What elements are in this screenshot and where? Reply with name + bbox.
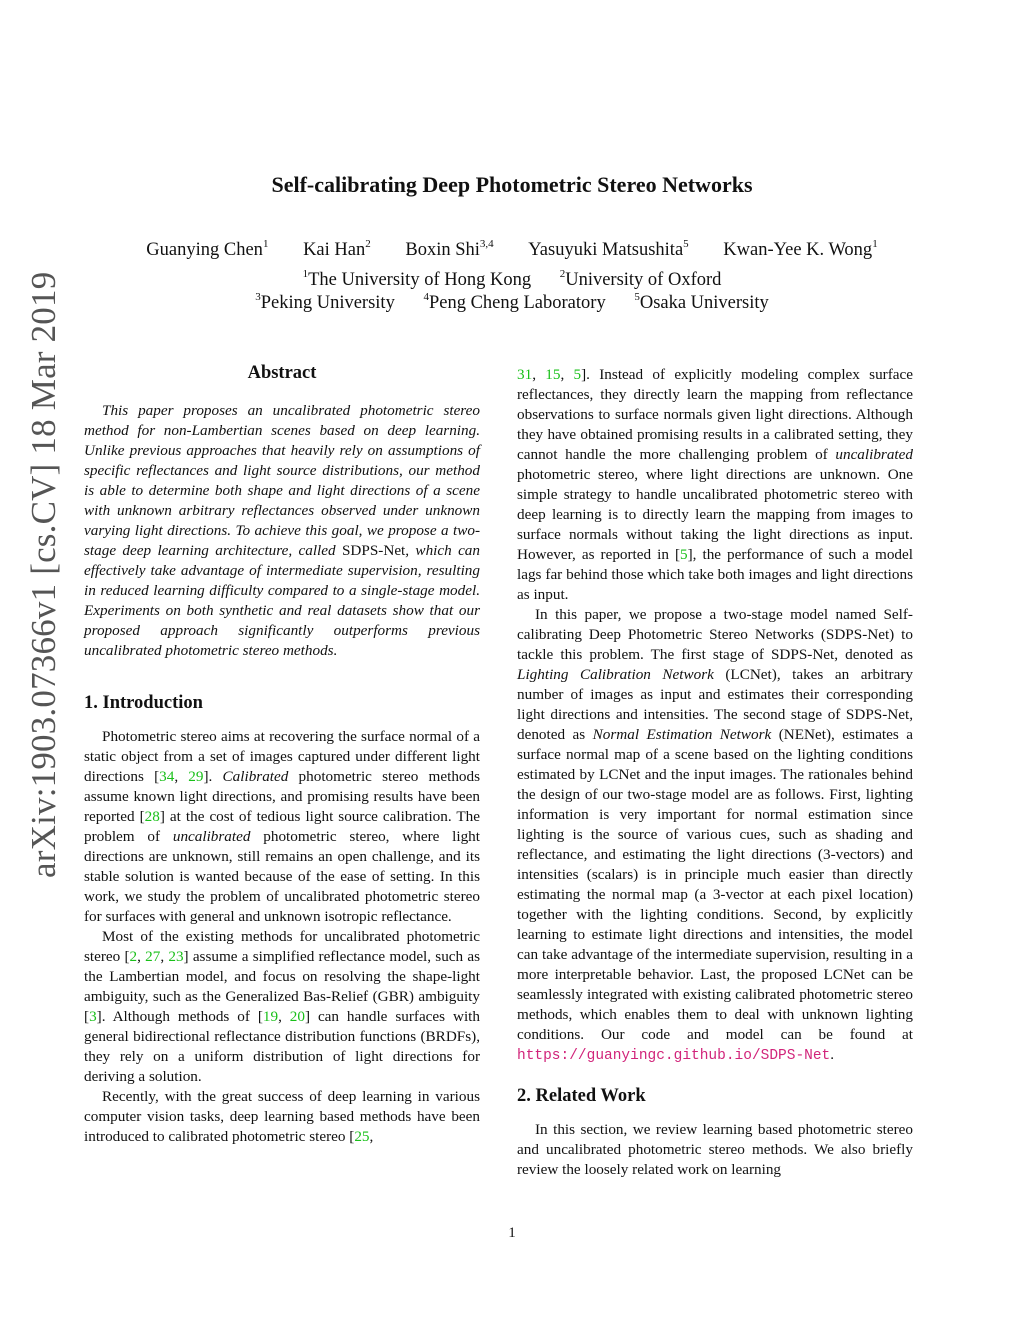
affiliation: $^3$Peking University <box>255 291 395 313</box>
citation-link[interactable]: 5 <box>573 366 582 383</box>
citation-link[interactable]: 28 <box>144 808 160 825</box>
author: Guanying Chen$^1$ <box>146 238 269 260</box>
citation-link[interactable]: 29 <box>188 768 204 785</box>
citation-link[interactable]: 19 <box>262 1008 279 1025</box>
related-work-paragraph-1: In this section, we review learning based photometric stereo and uncalibrated photometric stereo methods. We also briefly review the loosely related work on learning <box>517 1121 913 1178</box>
author: Kai Han$^2$ <box>303 238 371 260</box>
abstract-text: This paper proposes an uncalibrated photometric stereo method for non-Lambertian scenes based on deep learning. Unlike previous approaches that heavily rely on assumptions of specific reflectances and light source distributions, our method is able to determine both shape and light directions of a scene with unknown arbitrary reflectances observed under unknown varying light directions. To achieve this goal, we propose a two-stage deep learning architecture, called SDPS-Net, which can effectively take advantage of intermediate supervision, resulting in reduced learning difficulty compared to a single-stage model. Experiments on both synthetic and real datasets show that our proposed approach significantly outperforms previous uncalibrated photometric stereo methods. <box>84 402 480 659</box>
affiliation: $^1$The University of Hong Kong <box>302 268 532 290</box>
affiliation: $^2$University of Oxford <box>559 268 722 290</box>
abstract-heading: Abstract <box>247 363 317 383</box>
affiliation: $^4$Peng Cheng Laboratory <box>423 291 606 313</box>
citation-link[interactable]: 5 <box>680 546 688 563</box>
intro-paragraph-2: Most of the existing methods for uncalibrated photometric stereo [2, 27, 23] assume a simplified reflectance model, such as the Lambertian model, and focus on resolving the shape-light ambiguity, such as the Generalized Bas-Relief (GBR) ambiguity [3]. Although methods of [19, 20] can handle surfaces with general bidirectional reflectance distribution functions (BRDFs), they rely on a uniform distribution of light directions for deriving a solution. <box>84 928 480 1085</box>
page-number: 1 <box>508 1225 516 1241</box>
citation-link[interactable]: 3 <box>89 1008 97 1025</box>
left-column <box>84 363 480 1147</box>
citation-link[interactable]: 27 <box>145 948 161 965</box>
author: Yasuyuki Matsushita$^5$ <box>528 238 689 260</box>
citation-link[interactable]: 15 <box>545 366 561 383</box>
citation-link[interactable]: 2 <box>129 948 138 965</box>
affiliation: $^5$Osaka University <box>634 291 769 313</box>
author: Kwan-Yee K. Wong$^1$ <box>723 238 878 260</box>
citation-link[interactable]: 34 <box>159 768 175 785</box>
citation-link[interactable]: 31 <box>517 366 533 383</box>
citation-link[interactable]: 25 <box>354 1128 370 1145</box>
arxiv-identifier: arXiv:1903.07366v1 [cs.CV] 18 Mar 2019 <box>24 271 63 878</box>
affiliations-row-2 <box>0 293 1024 314</box>
paper-title: Self-calibrating Deep Photometric Stereo Networks <box>271 172 753 197</box>
code-url-link[interactable]: https://guanyingc.github.io/SDPS-Net <box>517 1048 831 1064</box>
citation-link[interactable]: 20 <box>289 1008 305 1025</box>
affiliations-row-1 <box>0 270 1024 291</box>
intro-paragraph-3: Recently, with the great success of deep learning in various computer vision tasks, deep learning based methods have been introduced to calibrated photometric stereo [25, <box>84 1088 480 1145</box>
section-heading-introduction: 1. Introduction <box>84 693 203 713</box>
intro-paragraph-1: Photometric stereo aims at recovering the surface normal of a static object from a set of images captured under different light directions [34, 29]. Calibrated photometric stereo methods assume known light directions, and promising results have been reported [28] at the cost of tedious light source calibration. The problem of uncalibrated photometric stereo, where light directions are unknown, still remains an open challenge, and its stable solution is wanted because of the ease of setting. In this work, we study the problem of uncalibrated photometric stereo for surfaces with general and unknown isotropic reflectance. <box>84 728 481 925</box>
right-column <box>517 365 913 1180</box>
intro-paragraph-4: In this paper, we propose a two-stage model named Self-calibrating Deep Photometric Stereo Networks (SDPS-Net) to tackle this problem. The first stage of SDPS-Net, denoted as Lighting Calibration Network (LCNet), takes an arbitrary number of images as input and estimates their corresponding light directions and intensities. The second stage of SDPS-Net, denoted as Normal Estimation Network (NENet), estimates a surface normal map of a scene based on the lighting conditions estimated by LCNet and the input images. The rationales behind the design of our two-stage model are as follows. First, lighting information is very important for normal estimation since lighting is the source of various cues, such as shading and reflectance, and estimating the light directions (3-vectors) and intensities (scalars) is in principle much easier than directly estimating the normal map (a 3-vector at each pixel location) together with the lighting conditions. Second, by explicitly learning to estimate light directions and intensities, the model can take advantage of the intermediate supervision, resulting in a more interpretable behavior. Last, the proposed LCNet can be seamlessly integrated with existing calibrated photometric stereo methods, which enables them to deal with unknown lighting conditions. Our code and model can be found at https://guanyingc.github.io/SDPS-Net. <box>517 606 914 1064</box>
citation-link[interactable]: 23 <box>168 948 184 965</box>
author: Boxin Shi$^{3,4}$ <box>405 238 494 260</box>
section-heading-related-work: 2. Related Work <box>517 1086 646 1106</box>
author-list <box>0 240 1024 261</box>
intro-paragraph-3-continued: 31, 15, 5]. Instead of explicitly modeling complex surface reflectances, they directly learn the mapping from reflectance observations to surface normals given light directions. Although they have obtained promising results in a calibrated setting, they cannot handle the more challenging problem of uncalibrated photometric stereo, where light directions are unknown. One simple strategy to handle uncalibrated photometric stereo with deep learning is to directly learn the mapping from images to surface normals without taking the light directions as input. However, as reported in [5], the performance of such a model lags far behind those which take both images and light directions as input. <box>517 366 914 603</box>
